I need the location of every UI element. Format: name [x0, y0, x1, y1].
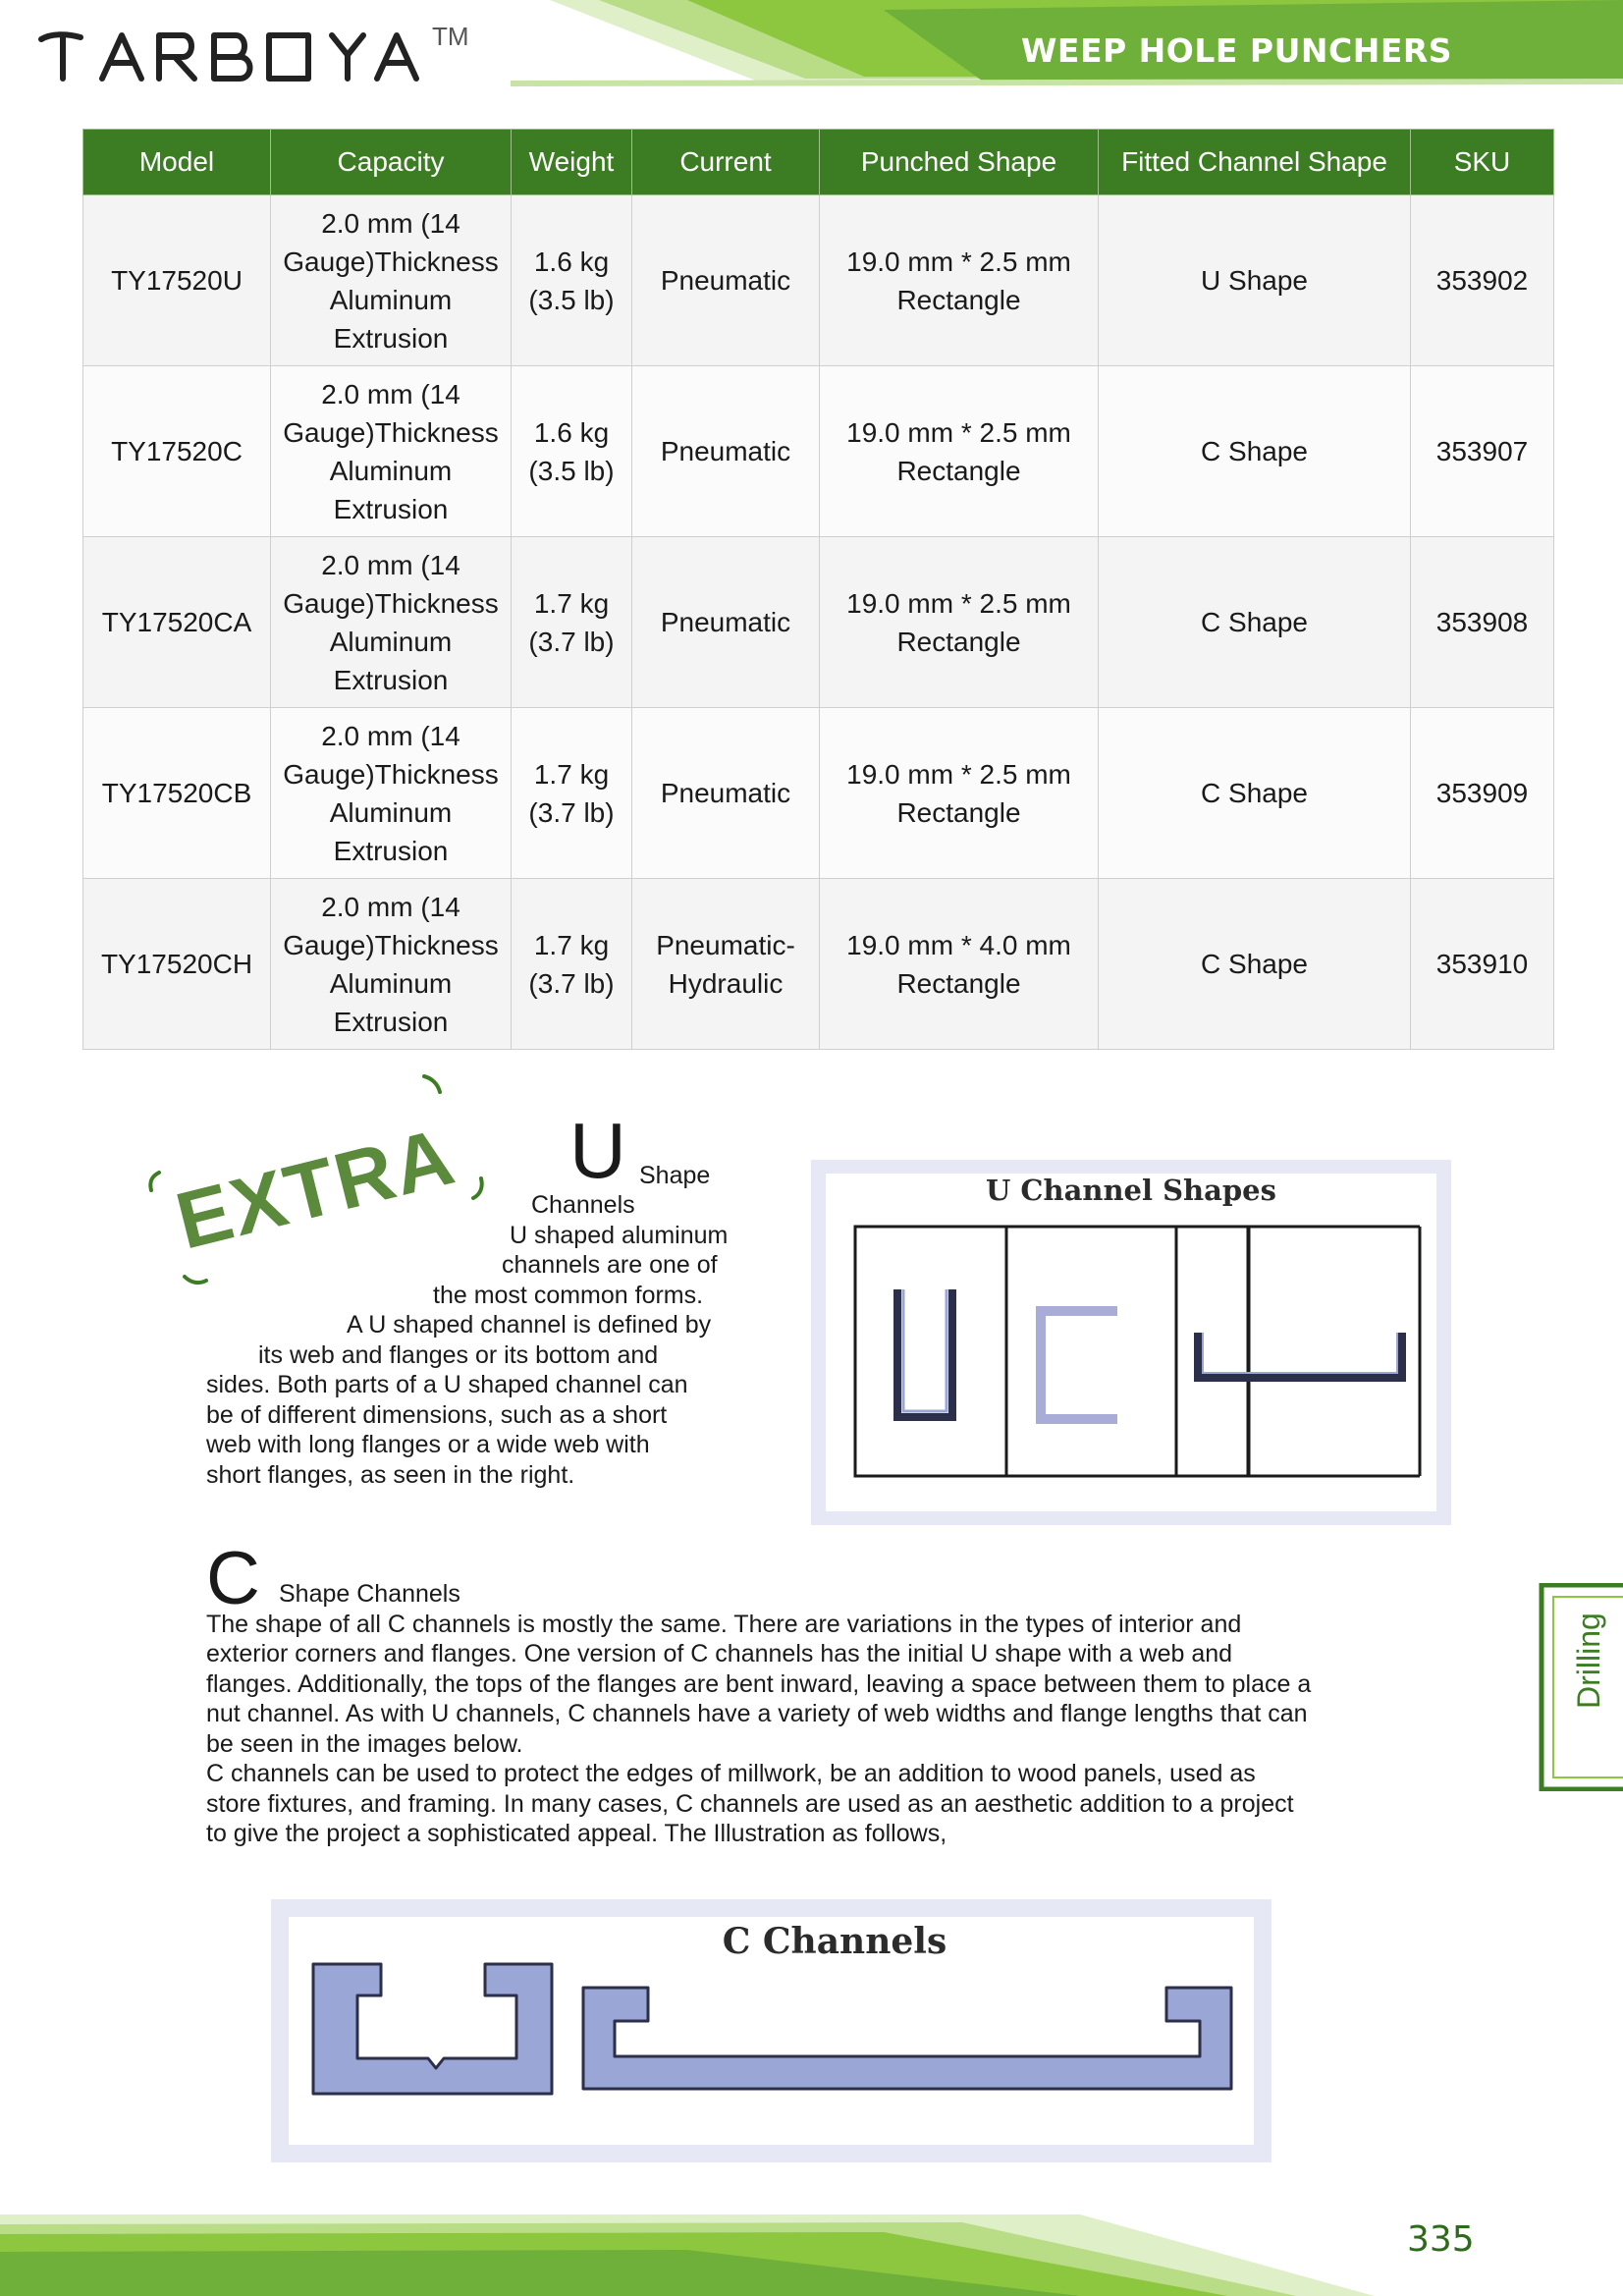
- cell-weight: 1.7 kg (3.7 lb): [512, 537, 632, 708]
- header-fitted-channel-shape: Fitted Channel Shape: [1099, 130, 1411, 195]
- u-text-line: A U shaped channel is defined by: [347, 1311, 712, 1339]
- cell-model: TY17520CA: [83, 537, 271, 708]
- cell-model: TY17520U: [83, 195, 271, 366]
- header-model: Model: [83, 130, 271, 195]
- cell-model: TY17520C: [83, 366, 271, 537]
- footer-banner: [0, 2205, 1623, 2296]
- header-weight: Weight: [512, 130, 632, 195]
- cell-current: Pneumatic- Hydraulic: [632, 879, 820, 1050]
- cell-weight: 1.7 kg (3.7 lb): [512, 708, 632, 879]
- u-text-line: its web and flanges or its bottom and: [258, 1341, 659, 1369]
- cell-capacity: 2.0 mm (14 Gauge)Thickness Aluminum Extrusion: [271, 537, 512, 708]
- trademark-mark: TM: [432, 22, 469, 51]
- c-channels-title: C Channels: [722, 1921, 947, 1962]
- c-text-line: flanges. Additionally, the tops of the flanges are bent inward, leaving a space between them to place a: [206, 1670, 1312, 1698]
- c-drop-letter: C: [206, 1537, 260, 1620]
- cell-weight: 1.6 kg (3.5 lb): [512, 195, 632, 366]
- c-text-line: be seen in the images below.: [206, 1730, 523, 1758]
- cell-sku: 353907: [1411, 366, 1554, 537]
- cell-fitted-shape: C Shape: [1099, 537, 1411, 708]
- u-channel-title: U Channel Shapes: [986, 1174, 1276, 1207]
- cell-capacity: 2.0 mm (14 Gauge)Thickness Aluminum Extrusion: [271, 195, 512, 366]
- c-heading: Shape Channels: [279, 1580, 460, 1608]
- brand-logo: [37, 26, 430, 84]
- extra-badge-text: EXTRA: [168, 1111, 464, 1267]
- header-capacity: Capacity: [271, 130, 512, 195]
- cell-fitted-shape: C Shape: [1099, 879, 1411, 1050]
- cell-fitted-shape: C Shape: [1099, 366, 1411, 537]
- cell-current: Pneumatic: [632, 708, 820, 879]
- cell-sku: 353909: [1411, 708, 1554, 879]
- u-channel-shapes-figure: [811, 1160, 1451, 1525]
- c-channels-figure: [271, 1899, 1271, 2162]
- u-text-line: be of different dimensions, such as a short: [206, 1401, 668, 1429]
- extra-badge: [137, 1070, 511, 1306]
- c-text-line: C channels can be used to protect the edges of millwork, be an addition to wood panels, used as: [206, 1760, 1256, 1787]
- u-text-line: channels are one of: [502, 1251, 718, 1279]
- header-current: Current: [632, 130, 820, 195]
- section-tab-label: Drilling: [1571, 1613, 1606, 1709]
- u-text-line: sides. Both parts of a U shaped channel can: [206, 1371, 688, 1398]
- u-text-line: Channels: [531, 1191, 635, 1219]
- page-number: 335: [1407, 2219, 1475, 2260]
- cell-model: TY17520CB: [83, 708, 271, 879]
- header-sku: SKU: [1411, 130, 1554, 195]
- cell-sku: 353910: [1411, 879, 1554, 1050]
- cell-sku: 353902: [1411, 195, 1554, 366]
- u-text-line: Shape: [639, 1162, 711, 1189]
- c-text-line: nut channel. As with U channels, C channels have a variety of web widths and flange lengths that can: [206, 1700, 1308, 1727]
- table-row: [83, 195, 1554, 366]
- table-row: [83, 537, 1554, 708]
- c-text-line: The shape of all C channels is mostly the same. There are variations in the types of interior and: [206, 1611, 1242, 1638]
- c-channels-diagram: [271, 1899, 1271, 2162]
- header-punched-shape: Punched Shape: [820, 130, 1099, 195]
- u-channel-diagram: [811, 1160, 1451, 1525]
- cell-current: Pneumatic: [632, 537, 820, 708]
- cell-current: Pneumatic: [632, 366, 820, 537]
- table-row: [83, 708, 1554, 879]
- c-text-line: to give the project a sophisticated appeal. The Illustration as follows,: [206, 1820, 947, 1847]
- cell-fitted-shape: U Shape: [1099, 195, 1411, 366]
- u-text-line: short flanges, as seen in the right.: [206, 1461, 575, 1489]
- cell-weight: 1.6 kg (3.5 lb): [512, 366, 632, 537]
- cell-fitted-shape: C Shape: [1099, 708, 1411, 879]
- section-title: WEEP HOLE PUNCHERS: [1021, 31, 1453, 70]
- cell-punched-shape: 19.0 mm * 2.5 mm Rectangle: [820, 195, 1099, 366]
- c-text-line: store fixtures, and framing. In many cases, C channels are used as an aesthetic addition to a project: [206, 1790, 1294, 1818]
- spec-table: [82, 129, 1554, 1050]
- table-row: [83, 879, 1554, 1050]
- table-row: [83, 366, 1554, 537]
- cell-capacity: 2.0 mm (14 Gauge)Thickness Aluminum Extrusion: [271, 708, 512, 879]
- cell-punched-shape: 19.0 mm * 4.0 mm Rectangle: [820, 879, 1099, 1050]
- cell-punched-shape: 19.0 mm * 2.5 mm Rectangle: [820, 366, 1099, 537]
- cell-sku: 353908: [1411, 537, 1554, 708]
- table-header-row: [83, 130, 1554, 195]
- cell-capacity: 2.0 mm (14 Gauge)Thickness Aluminum Extrusion: [271, 366, 512, 537]
- u-text-line: the most common forms.: [433, 1282, 704, 1309]
- cell-punched-shape: 19.0 mm * 2.5 mm Rectangle: [820, 708, 1099, 879]
- cell-current: Pneumatic: [632, 195, 820, 366]
- cell-punched-shape: 19.0 mm * 2.5 mm Rectangle: [820, 537, 1099, 708]
- u-text-line: web with long flanges or a wide web with: [206, 1431, 650, 1458]
- cell-weight: 1.7 kg (3.7 lb): [512, 879, 632, 1050]
- u-drop-letter: U: [569, 1107, 626, 1194]
- cell-model: TY17520CH: [83, 879, 271, 1050]
- cell-capacity: 2.0 mm (14 Gauge)Thickness Aluminum Extrusion: [271, 879, 512, 1050]
- c-text-line: exterior corners and flanges. One version of C channels has the initial U shape with a web and: [206, 1640, 1233, 1667]
- u-text-line: U shaped aluminum: [510, 1222, 729, 1249]
